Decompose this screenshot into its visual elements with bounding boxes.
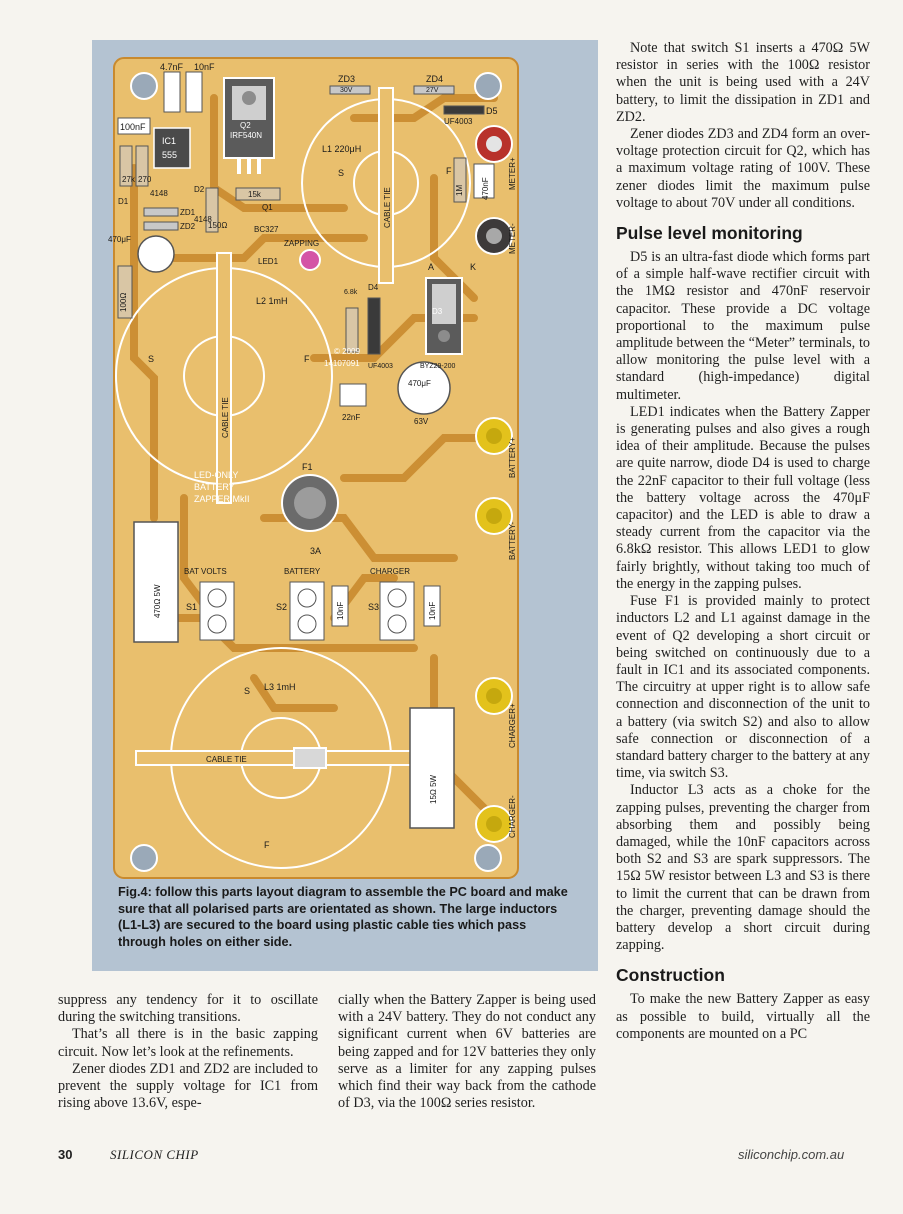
pcb-label: BC327 <box>254 225 279 234</box>
pcb-label: BATTERY+ <box>508 437 517 478</box>
pcb-label: 10nF <box>336 601 345 620</box>
pcb-label: F <box>304 354 310 364</box>
fuse-f1 <box>282 475 338 531</box>
pcb-label: BATTERY <box>194 482 235 492</box>
switch-s3 <box>380 582 414 640</box>
pcb-label: CABLE TIE <box>206 755 247 764</box>
terminal-battery-minus <box>476 498 512 534</box>
pcb-label: S2 <box>276 602 288 612</box>
pcb-label: LED1 <box>258 257 279 266</box>
pcb-label: 555 <box>162 150 178 160</box>
paragraph: To make the new Battery Zapper as easy as possible to build, virtually all the components are mounted on a PC <box>616 991 870 1042</box>
terminal-charger-plus <box>476 678 512 714</box>
resistor-470-5w <box>134 522 178 642</box>
pcb-label: 470μF <box>408 379 431 388</box>
zener-zd1 <box>144 208 178 216</box>
paragraph: cially when the Battery Zapper is being used with a 24V battery. They do not conduct any significant current when 6V batteries are being zapped and for 12V batteries they only serve as a limiter for any zapping pulses which find their way back from the cathode of D3, via the 100Ω series resistor. <box>338 992 596 1112</box>
pcb-label: 63V <box>414 417 429 426</box>
pcb-label: S3 <box>368 602 380 612</box>
pcb-label: D1 <box>118 197 129 206</box>
pcb-label: IC1 <box>162 136 177 146</box>
pcb-label: CHARGER+ <box>508 703 517 748</box>
pcb-label: ZAPPER MkII <box>194 494 250 504</box>
pcb-label: METER- <box>508 223 517 254</box>
led1 <box>300 250 320 270</box>
terminal-meter-minus <box>476 218 512 254</box>
paragraph: That’s all there is in the basic zapping circuit. Now let’s look at the refinements. <box>58 1026 318 1060</box>
figure-caption: Fig.4: follow this parts layout diagram to assemble the PC board and make sure that all polarised parts are orientated as shown. The large inductors (L1-L3) are secured to the board using plastic cable ties which pass through holes on either side. <box>118 885 568 949</box>
cap-10nf-top <box>186 72 202 112</box>
pcb-label: 4148 <box>194 215 212 224</box>
section-heading-construction: Construction <box>616 965 725 986</box>
pcb-label: L2 1mH <box>256 296 288 306</box>
mounting-hole-tl <box>131 73 157 99</box>
pcb-label: 100Ω <box>119 292 128 312</box>
pcb-label: L1 220μH <box>322 144 362 154</box>
pcb-label: 270 <box>138 175 152 184</box>
cap-22nf <box>340 384 366 406</box>
mounting-hole-bl <box>131 845 157 871</box>
pcb-label: ZAPPING <box>284 239 320 248</box>
pcb-label: ZD1 <box>180 208 196 217</box>
paragraph: Fuse F1 is provided mainly to protect inductors L2 and L1 against damage in the event of Q2 developing a short circuit or being switched on continuously due to a fault in IC1 and its associated components. The circuitry at upper right is to allow safe connection and disconnection of the unit to a battery (via switch S2) and also to allow safe connection or disconnection of a standard battery charger to the battery at any time, via switch S3. <box>616 593 870 782</box>
pcb-label: F1 <box>302 462 313 472</box>
pcb-label: 470nF <box>481 177 490 200</box>
pcb-label: CABLE TIE <box>221 397 230 438</box>
ic1-chip <box>154 128 190 168</box>
pcb-label: UF4003 <box>444 117 473 126</box>
pcb-label: 100nF <box>120 122 146 132</box>
pcb-label: 6.8k <box>344 289 358 296</box>
pcb-label: ZD2 <box>180 222 196 231</box>
pcb-label: K <box>470 262 477 272</box>
cap-4n7 <box>164 72 180 112</box>
pcb-label: CHARGER- <box>508 795 517 838</box>
article-column-3 <box>616 40 870 1043</box>
article-column-2 <box>338 992 596 1112</box>
terminal-charger-minus <box>476 806 512 842</box>
switch-s2 <box>290 582 324 640</box>
magazine-name: SILICON CHIP <box>110 1147 199 1162</box>
paragraph: Zener diodes ZD1 and ZD2 are included to prevent the supply voltage for IC1 from rising above 13.6V, espe- <box>58 1060 318 1112</box>
pcb-label: 470Ω 5W <box>153 584 162 618</box>
pcb-layout-diagram <box>108 58 518 878</box>
pcb-label: S1 <box>186 602 198 612</box>
pcb-label: Q2 <box>240 121 251 130</box>
pcb-label: D4 <box>368 283 379 292</box>
pcb-label: D3 <box>432 307 443 316</box>
pcb-label: 470μF <box>108 235 131 244</box>
mounting-hole-br <box>475 845 501 871</box>
paragraph: LED1 indicates when the Battery Zapper is generating pulses and also gives a rough idea of their amplitude. Because the pulses are quite narrow, diode D4 is used to charge the 22nF capacitor to their full voltage (less the battery voltage across the 470μF capacitor) and the LED is able to draw a steady current from the capacitor via the 6.8kΩ resistor. This allows LED1 to glow fairly brightly, without taking too much of the energy in the zapping pulses. <box>616 403 870 592</box>
pcb-label: Q1 <box>262 203 273 212</box>
paragraph: Inductor L3 acts as a choke for the zapping pulses, preventing the charger from absorbing them and possibly being damaged, while the 10nF capacitors across both S2 and S3 are spark suppressors. The 15Ω 5W resistor between L3 and S3 is there to limit the current that can be drawn from the charger, preventing damage should the battery develop a short circuit during zapping. <box>616 782 870 954</box>
diode-d5 <box>444 106 484 114</box>
paragraph: D5 is an ultra-fast diode which forms part of a simple half-wave rectifier circuit with the 1MΩ resistor and 470nF reservoir capacitor. These provide a DC voltage proportional to the maximum pulse amplitude between the “Meter” terminals, to allow monitoring the pulse level with a standard (high-impedance) digital multimeter. <box>616 249 870 403</box>
pcb-label: CABLE TIE <box>383 187 392 228</box>
pcb-label: BATTERY <box>284 567 321 576</box>
article-column-1 <box>58 992 318 1112</box>
pcb-label: S <box>338 168 345 178</box>
terminal-meter-plus <box>476 126 512 162</box>
page-number: 30 <box>58 1147 73 1162</box>
resistor-6k8 <box>346 308 358 352</box>
pcb-label: L3 1mH <box>264 682 296 692</box>
pcb-label: BYZ29-200 <box>420 363 456 370</box>
pcb-label: IRF540N <box>230 131 263 140</box>
pcb-label: © 2009 <box>334 347 360 356</box>
pcb-label: ZD4 <box>426 74 444 84</box>
switch-s1 <box>200 582 234 640</box>
diode-d4 <box>368 298 380 354</box>
section-heading-pulse-level: Pulse level monitoring <box>616 223 803 244</box>
pcb-label: S <box>148 354 155 364</box>
pcb-label: D2 <box>194 185 205 194</box>
zener-zd2 <box>144 222 178 230</box>
pcb-label: F <box>446 166 452 176</box>
resistor-15-5w <box>410 708 454 828</box>
diode-d3 <box>426 278 462 354</box>
pcb-label: 10nF <box>428 601 437 620</box>
pcb-label: ZD3 <box>338 74 356 84</box>
pcb-label: 14107091 <box>324 359 360 368</box>
pcb-label: 1M <box>455 184 464 196</box>
pcb-label: 22nF <box>342 413 361 422</box>
pcb-label: LED-ONLY <box>194 470 239 480</box>
pcb-label: S <box>244 686 251 696</box>
pcb-label: METER+ <box>508 157 517 190</box>
pcb-label: BAT VOLTS <box>184 567 227 576</box>
paragraph: Note that switch S1 inserts a 470Ω 5W resistor in series with the 100Ω resistor when the unit is being used with a 24V battery, to limit the dissipation in ZD1 and ZD2. <box>616 40 870 125</box>
pcb-label: 15Ω 5W <box>429 774 438 804</box>
pcb-label: D5 <box>486 106 498 116</box>
cap-470uf-left <box>138 236 174 272</box>
pcb-label: 4.7nF <box>160 62 184 72</box>
pcb-label: 30V <box>340 87 353 94</box>
pcb-label: UF4003 <box>368 363 393 370</box>
mounting-hole-tr <box>475 73 501 99</box>
paragraph: Zener diodes ZD3 and ZD4 form an over-voltage protection circuit for Q2, which has a maximum voltage rating of 100V. These zener diodes limit the maximum pulse voltage to about 70V under all conditions. <box>616 126 870 211</box>
terminal-battery-plus <box>476 418 512 454</box>
pcb-label: CHARGER <box>370 567 411 576</box>
pcb-label: A <box>428 262 435 272</box>
pcb-label: 27k <box>122 175 135 184</box>
pcb-label: 15k <box>248 190 261 199</box>
pcb-label: 10nF <box>194 62 215 72</box>
pcb-label: BATTERY- <box>508 521 517 560</box>
pcb-label: 4148 <box>150 189 168 198</box>
paragraph: suppress any tendency for it to oscillate during the switching transitions. <box>58 992 318 1026</box>
pcb-label: F <box>264 840 270 850</box>
site-url[interactable]: siliconchip.com.au <box>738 1147 845 1162</box>
pcb-label: 3A <box>310 546 322 556</box>
pcb-label: 27V <box>426 87 439 94</box>
pcb-label: 150Ω <box>208 221 228 230</box>
